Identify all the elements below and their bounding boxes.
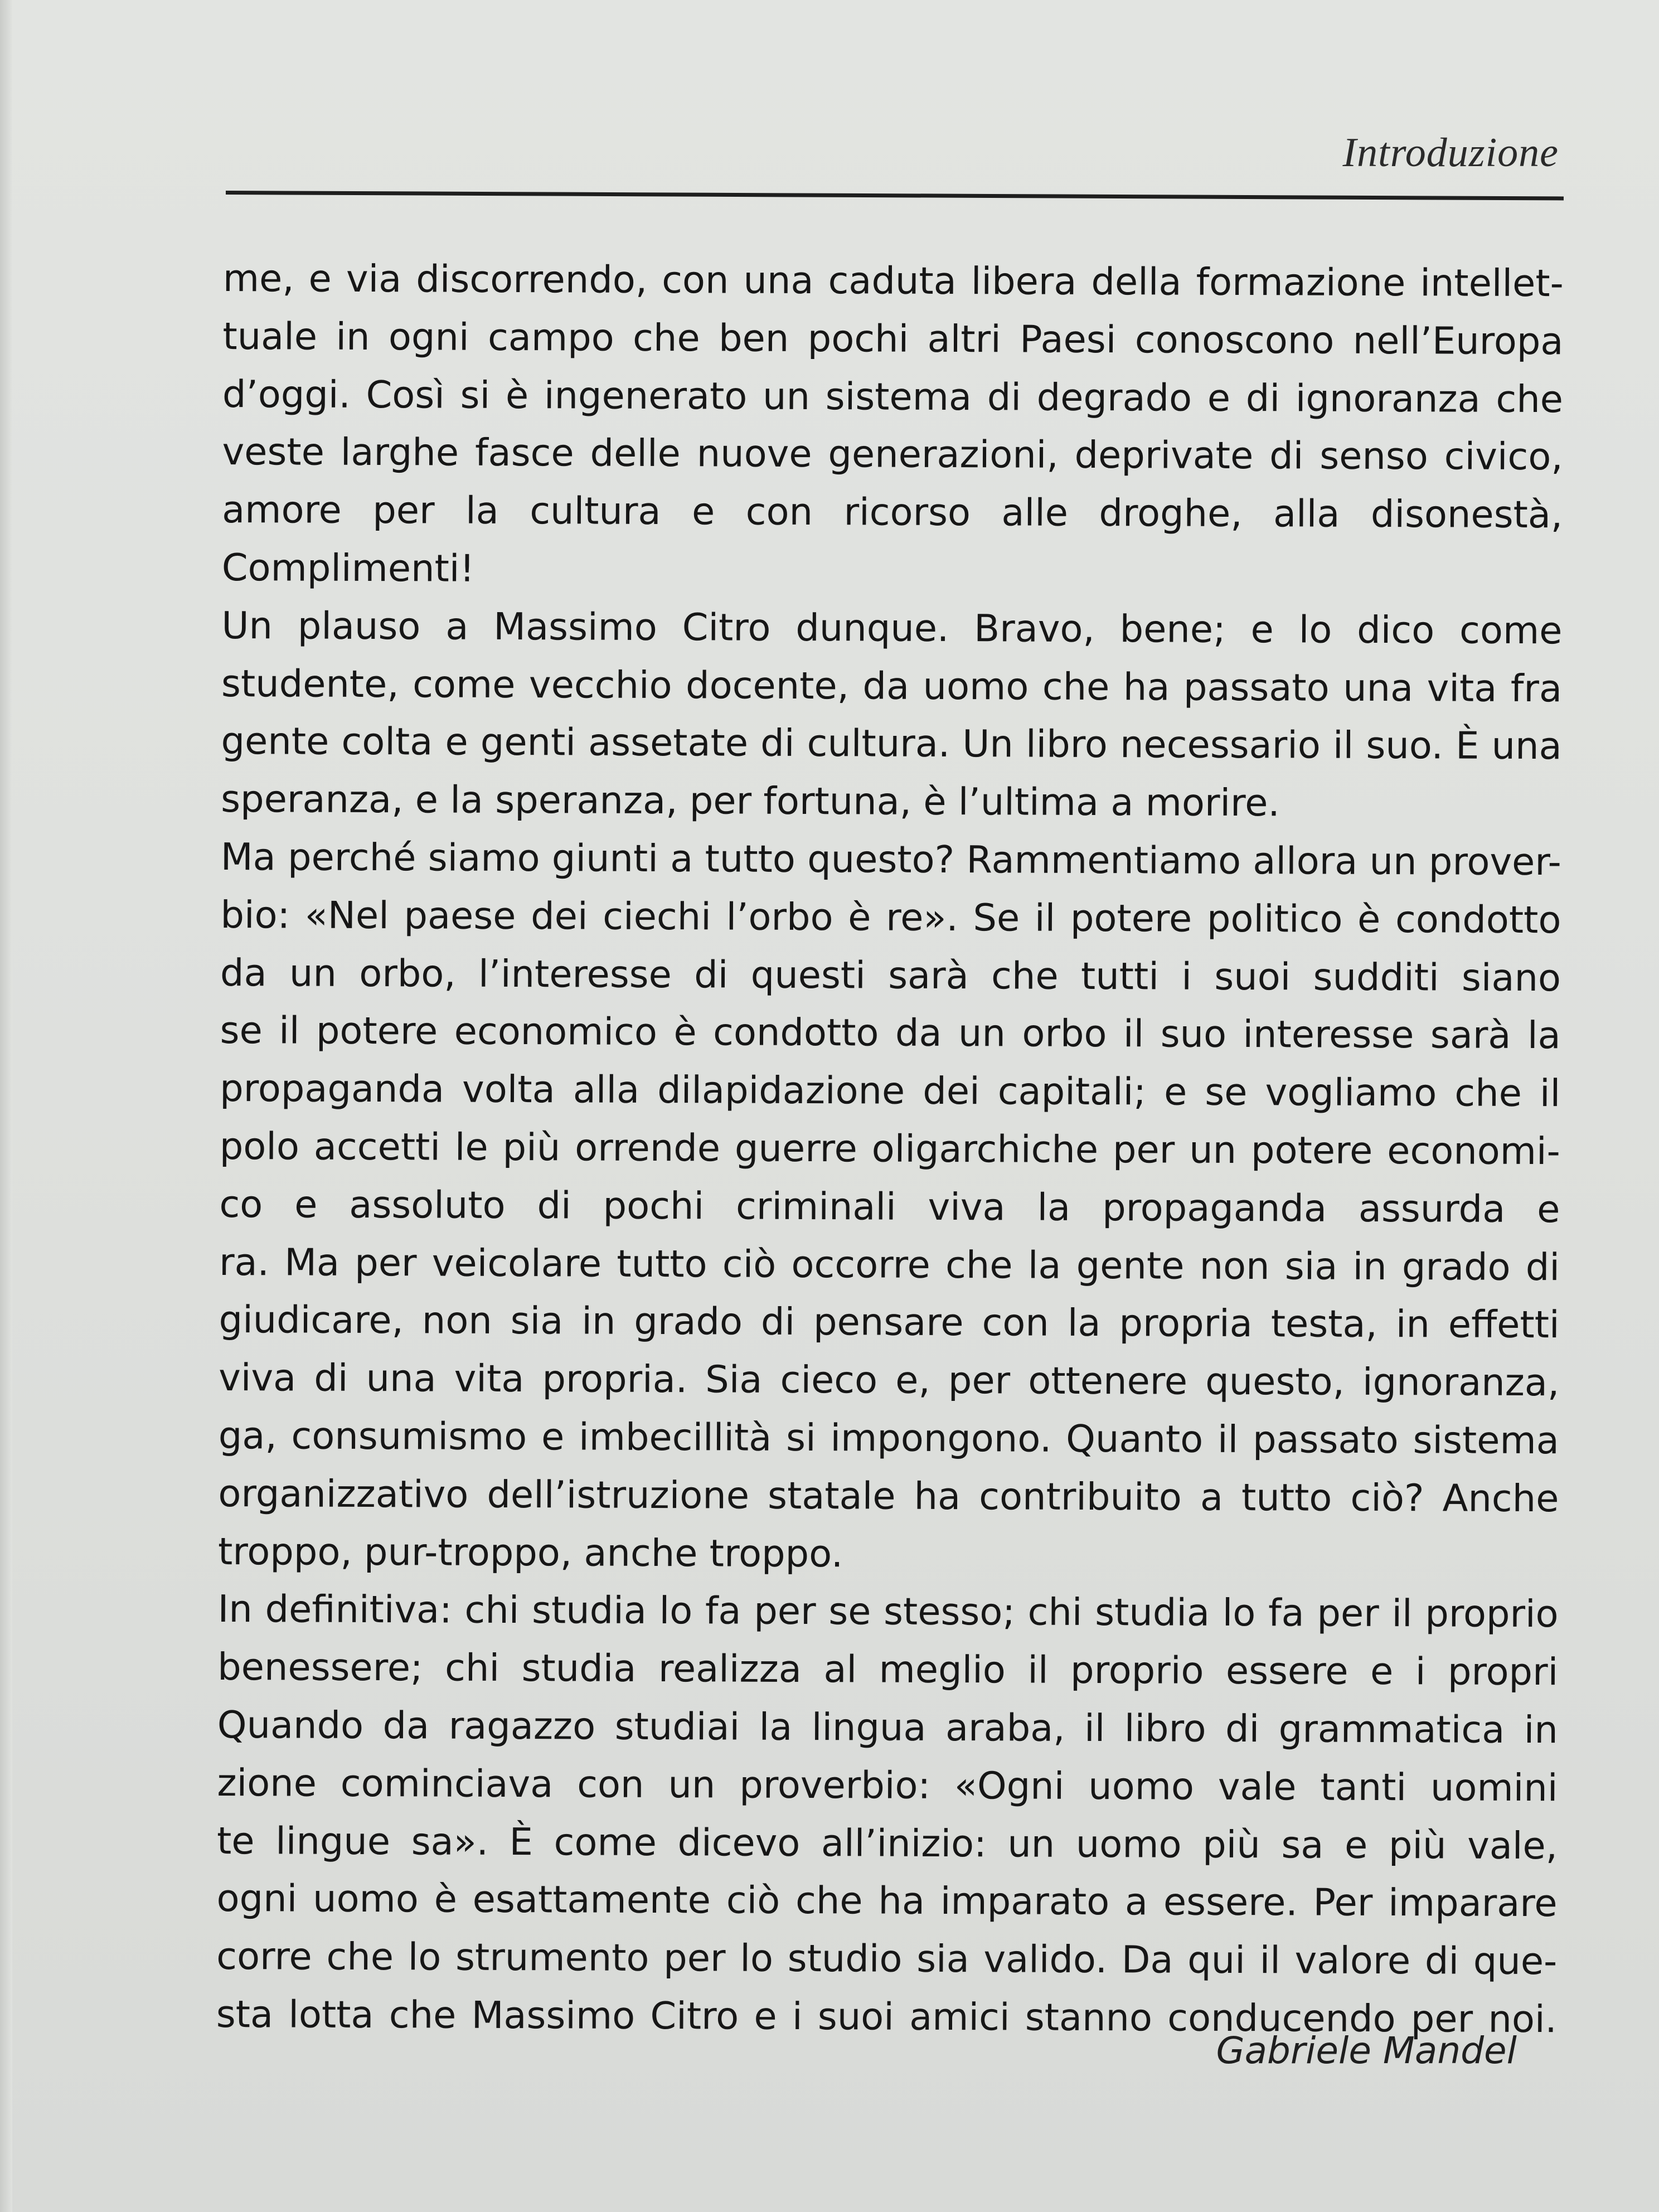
text-line: amore per la cultura e con ricorso alle droghe, alla disonestà, — [222, 488, 1563, 537]
text-line: d’oggi. Così si è ingenerato un sistema di degrado e di ignoranza che — [222, 372, 1564, 421]
text-line: bio: «Nel paese dei ciechi l’orbo è re». Se il potere politico è condotto — [220, 892, 1561, 942]
text-line: giudicare, non sia in grado di pensare con la propria testa, in effetti — [219, 1298, 1560, 1347]
text-line: tuale in ogni campo che ben pochi altri Paesi conoscono nell’Europa — [222, 314, 1564, 363]
text-line: veste larghe fasce delle nuove generazioni, deprivate di senso civico, — [222, 430, 1563, 479]
text-line: speranza, e la speranza, per fortuna, è l’ultima a morire. — [221, 777, 1280, 825]
text-line: sta lotta che Massimo Citro e i suoi amici stanno conducendo per noi. — [216, 1992, 1557, 2041]
text-line: Quando da ragazzo studiai la lingua araba, il libro di grammatica in — [217, 1702, 1558, 1752]
text-line: ga, consumismo e imbecillità si impongono. Quanto il passato sistema — [218, 1413, 1559, 1463]
text-line: studente, come vecchio docente, da uomo che ha passato una vita fra — [221, 661, 1563, 710]
page-gutter-edge — [0, 0, 12, 2212]
text-line: organizzativo dell’istruzione statale ha contribuito a tutto ciò? Anche — [218, 1471, 1559, 1520]
text-line: polo accetti le più orrende guerre oligarchiche per un potere economi- — [219, 1124, 1560, 1173]
text-line: Ma perché siamo giunti a tutto questo? Rammentiamo allora un prover- — [220, 835, 1561, 884]
text-line: ra. Ma per veicolare tutto ciò occorre che la gente non sia in grado di — [219, 1240, 1560, 1289]
text-line: zione cominciava con un proverbio: «Ogni uomo vale tanti uomini — [217, 1760, 1558, 1810]
text-line: viva di una vita propria. Sia cieco e, per ottenere questo, ignoranza, — [219, 1356, 1560, 1405]
text-line: In definitiva: chi studia lo fa per se stesso; chi studia lo fa per il proprio — [217, 1587, 1559, 1636]
text-line: Un plauso a Massimo Citro dunque. Bravo, bene; e lo dico come — [221, 603, 1563, 653]
text-line: me, e via discorrendo, con una caduta libera della formazione intellet- — [222, 256, 1564, 305]
text-line: te lingue sa». È come dicevo all’inizio: un uomo più sa e più vale, — [216, 1818, 1558, 1867]
text-line: Complimenti! — [221, 545, 475, 590]
text-line: ogni uomo è esattamente ciò che ha imparato a essere. Per imparare — [216, 1876, 1558, 1925]
body-text — [216, 250, 1564, 2049]
text-line: se il potere economico è condotto da un orbo il suo interesse sarà la — [220, 1008, 1561, 1058]
text-line: troppo, pur-troppo, anche troppo. — [217, 1529, 843, 1575]
text-line: gente colta e genti assetate di cultura. Un libro necessario il suo. È una — [221, 719, 1562, 768]
running-head: Introduzione — [1342, 130, 1559, 176]
text-line: propaganda volta alla dilapidazione dei capitali; e se vogliamo che il — [220, 1066, 1561, 1115]
header-rule — [226, 191, 1564, 200]
text-line: benessere; chi studia realizza al meglio il proprio essere e i propri — [217, 1645, 1559, 1694]
text-line: co e assoluto di pochi criminali viva la propaganda assurda e — [219, 1182, 1560, 1231]
text-line: corre che lo strumento per lo studio sia valido. Da qui il valore di que- — [216, 1934, 1558, 1983]
text-line: da un orbo, l’interesse di questi sarà che tutti i suoi sudditi siano — [220, 950, 1561, 1000]
author-signature: Gabriele Mandel — [1216, 2029, 1517, 2072]
